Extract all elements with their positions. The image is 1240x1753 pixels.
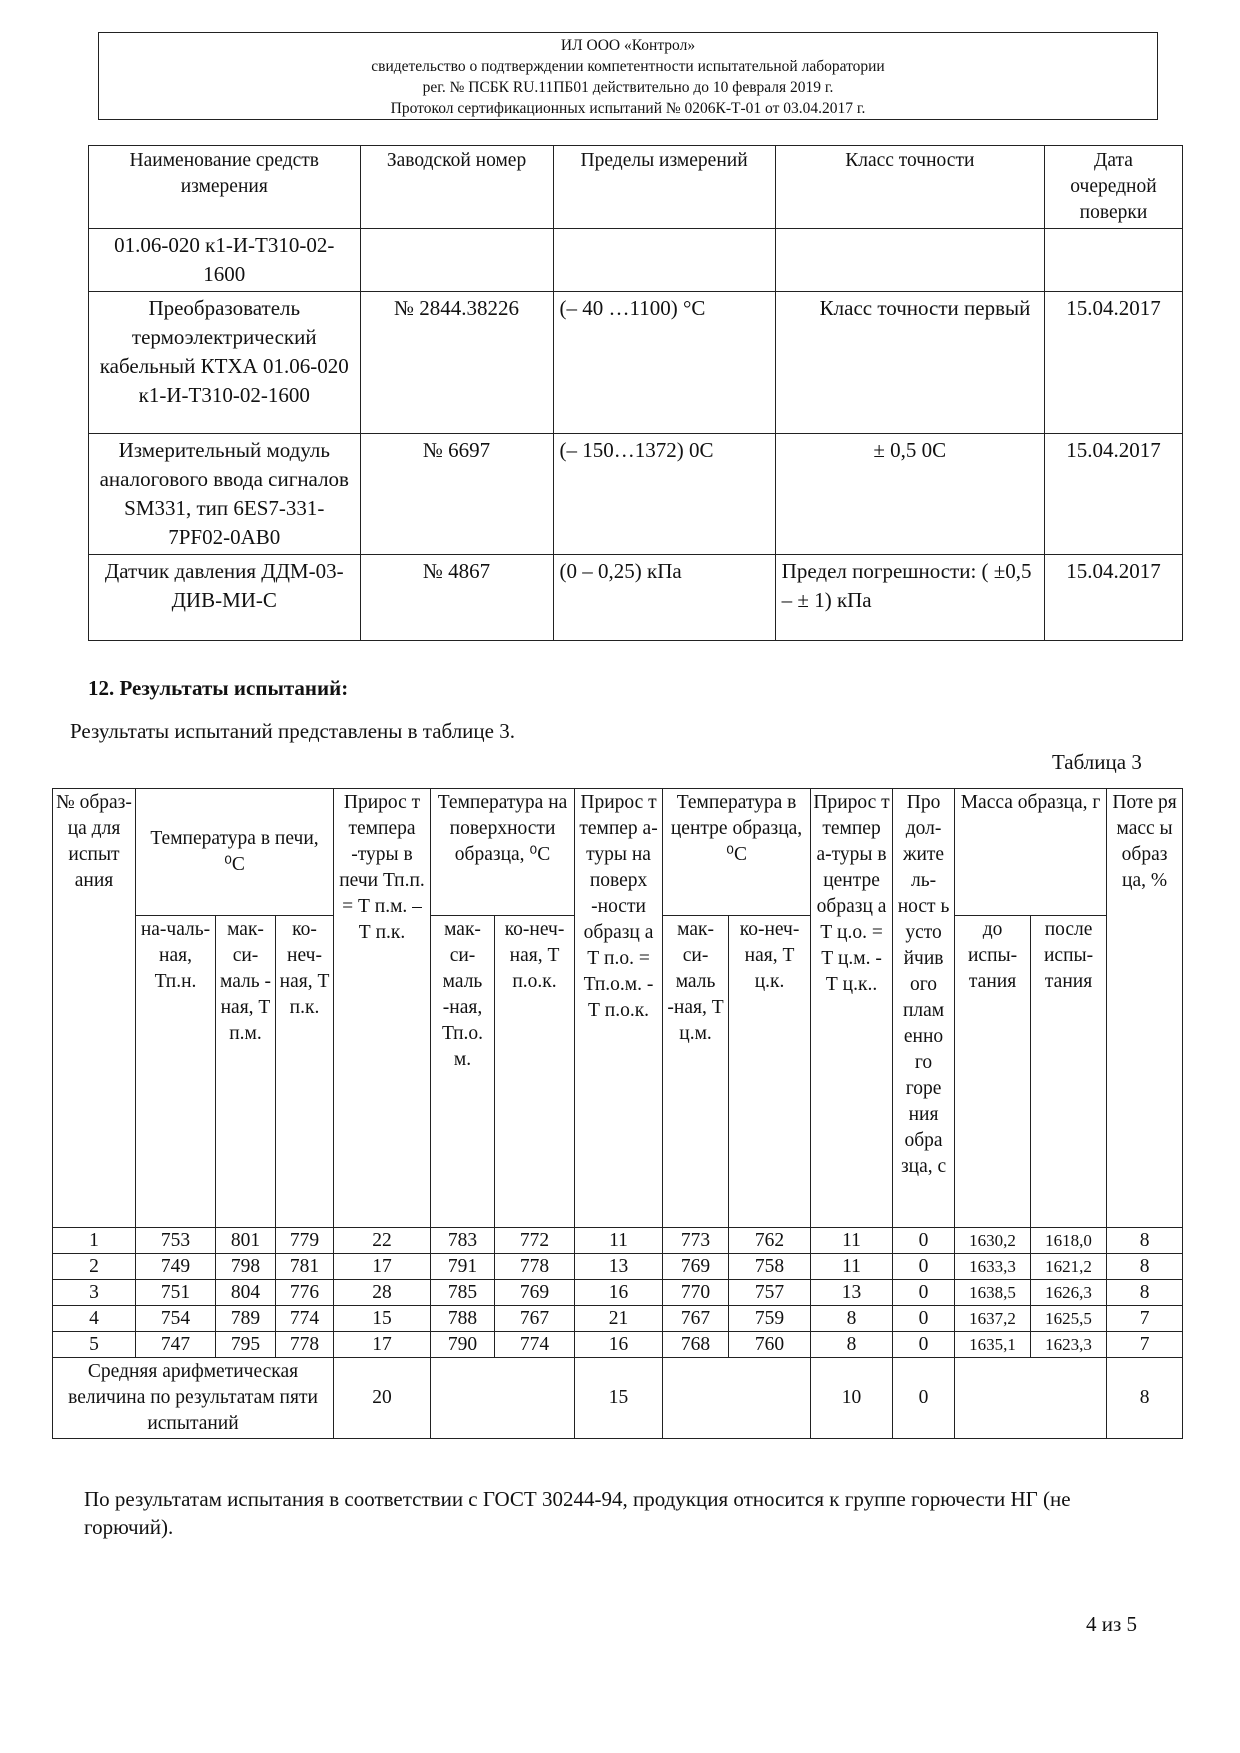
cell-mass-before: 1637,2 [955, 1306, 1031, 1332]
instruments-table [88, 145, 1183, 641]
table-row [53, 1306, 1183, 1332]
header-sample-no: № образ-ца для испыт ания [53, 789, 136, 1228]
lab-registration: рег. № ПСБК RU.11ПБ01 действительно до 10 февраля 2019 г. [422, 79, 834, 96]
instruments-header-row [89, 146, 1183, 229]
cell-tpo: 16 [575, 1332, 663, 1358]
instrument-range: (– 150…1372) 0С [553, 434, 775, 555]
cell-tpo: 16 [575, 1280, 663, 1306]
cell-tpp: 17 [334, 1254, 431, 1280]
header-furnace-final: ко-неч-ная, Т п.к. [276, 916, 334, 1228]
instrument-name: 01.06-020 к1-И-Т310-02-1600 [89, 229, 361, 292]
cell-tpk: 779 [276, 1228, 334, 1254]
table-label: Таблица 3 [1052, 750, 1142, 774]
average-tpp: 20 [334, 1358, 431, 1439]
cell-mass-before: 1638,5 [955, 1280, 1031, 1306]
cell-tpn: 754 [136, 1306, 216, 1332]
instrument-date: 15.04.2017 [1044, 292, 1182, 434]
cell-tck: 757 [729, 1280, 811, 1306]
col-header-range: Пределы измерений [553, 146, 775, 229]
cell-tpp: 15 [334, 1306, 431, 1332]
instrument-range: (– 40 …1100) °С [553, 292, 775, 434]
cell-mass-after: 1625,5 [1031, 1306, 1107, 1332]
cell-tpk: 778 [276, 1332, 334, 1358]
cell-mass-before: 1633,3 [955, 1254, 1031, 1280]
average-center-empty [663, 1358, 811, 1439]
cell-tco: 11 [811, 1228, 893, 1254]
cell-tpom: 790 [431, 1332, 495, 1358]
instrument-date: 15.04.2017 [1044, 434, 1182, 555]
cell-mass-loss: 8 [1107, 1254, 1183, 1280]
average-tpo: 15 [575, 1358, 663, 1439]
cell-mass-before: 1630,2 [955, 1228, 1031, 1254]
cell-sample-no: 4 [53, 1306, 136, 1332]
cell-mass-after: 1623,3 [1031, 1332, 1107, 1358]
cell-flame: 0 [893, 1280, 955, 1306]
section-title: 12. Результаты испытаний: [88, 676, 349, 700]
cell-tpn: 751 [136, 1280, 216, 1306]
average-flame: 0 [893, 1358, 955, 1439]
cell-mass-loss: 8 [1107, 1280, 1183, 1306]
instrument-name: Датчик давления ДДМ-03-ДИВ-МИ-С [89, 555, 361, 641]
cell-tpm: 789 [216, 1306, 276, 1332]
results-header-row-1 [53, 789, 1183, 916]
header-furnace-rise: Прирос т темпера -туры в печи Тп.п. = Т п.м. – Т п.к. [334, 789, 431, 1228]
header-center-max: мак-си-маль -ная, Т ц.м. [663, 916, 729, 1228]
cell-flame: 0 [893, 1228, 955, 1254]
cell-tpo: 21 [575, 1306, 663, 1332]
instrument-serial [360, 229, 553, 292]
average-row [53, 1358, 1183, 1439]
cell-tpok: 774 [495, 1332, 575, 1358]
col-header-date: Дата очередной поверки [1044, 146, 1182, 229]
results-table [52, 788, 1183, 1439]
protocol-number: Протокол сертификационных испытаний № 0206К-Т-01 от 03.04.2017 г. [390, 100, 866, 117]
header-center-temp: Температура в центре образца, ⁰С [663, 789, 811, 916]
cell-mass-after: 1621,2 [1031, 1254, 1107, 1280]
cell-tpo: 13 [575, 1254, 663, 1280]
cell-tpm: 798 [216, 1254, 276, 1280]
instrument-serial: № 4867 [360, 555, 553, 641]
instrument-date [1044, 229, 1182, 292]
cell-mass-before: 1635,1 [955, 1332, 1031, 1358]
header-mass-after: после испы-тания [1031, 916, 1107, 1228]
cell-tpk: 781 [276, 1254, 334, 1280]
cell-tpn: 749 [136, 1254, 216, 1280]
cell-tpp: 22 [334, 1228, 431, 1254]
cell-tpm: 801 [216, 1228, 276, 1254]
average-mass-empty [955, 1358, 1107, 1439]
header-furnace-max: мак-си-маль - ная, Т п.м. [216, 916, 276, 1228]
header-center-rise: Прирос т темпер а-туры в центре образц а Т ц.о. = Т ц.м. - Т ц.к.. [811, 789, 893, 1228]
header-mass-before: до испы-тания [955, 916, 1031, 1228]
cell-sample-no: 2 [53, 1254, 136, 1280]
header-surface-final: ко-неч-ная, Т п.о.к. [495, 916, 575, 1228]
header-mass-loss: Поте ря масс ы образ ца, % [1107, 789, 1183, 1228]
cell-tcm: 773 [663, 1228, 729, 1254]
cell-tcm: 768 [663, 1332, 729, 1358]
lab-name: ИЛ ООО «Контрол» [560, 37, 696, 54]
cell-tpom: 788 [431, 1306, 495, 1332]
section-intro: Результаты испытаний представлены в таблице 3. [70, 719, 515, 743]
cell-tpok: 767 [495, 1306, 575, 1332]
conclusion-text: По результатам испытания в соответствии с ГОСТ 30244-94, продукция относится к группе горючести НГ (не горючий). [84, 1487, 1071, 1539]
cell-tpn: 747 [136, 1332, 216, 1358]
table-row [53, 1228, 1183, 1254]
cell-tpo: 11 [575, 1228, 663, 1254]
cell-tco: 11 [811, 1254, 893, 1280]
cell-flame: 0 [893, 1254, 955, 1280]
cell-tcm: 767 [663, 1306, 729, 1332]
header-flame-duration: Про дол-жите ль-ност ь усто йчив ого плам енно го горе ния обра зца, с [893, 789, 955, 1228]
cell-tpn: 753 [136, 1228, 216, 1254]
instrument-name: Преобразователь термоэлектрический кабельный КТХА 01.06-020 к1-И-Т310-02-1600 [89, 292, 361, 434]
cell-tpom: 783 [431, 1228, 495, 1254]
cell-tco: 13 [811, 1280, 893, 1306]
col-header-serial: Заводской номер [360, 146, 553, 229]
instrument-accuracy [775, 229, 1044, 292]
cell-tpok: 769 [495, 1280, 575, 1306]
cell-tpp: 28 [334, 1280, 431, 1306]
average-loss: 8 [1107, 1358, 1183, 1439]
average-tco: 10 [811, 1358, 893, 1439]
cell-tck: 759 [729, 1306, 811, 1332]
table-row [53, 1254, 1183, 1280]
cell-tcm: 770 [663, 1280, 729, 1306]
instrument-range [553, 229, 775, 292]
cell-flame: 0 [893, 1332, 955, 1358]
instrument-range: (0 – 0,25) кПа [553, 555, 775, 641]
header-surface-max: мак-си-маль -ная, Тп.о. м. [431, 916, 495, 1228]
cell-tpok: 772 [495, 1228, 575, 1254]
page-number: 4 из 5 [1086, 1612, 1138, 1636]
cell-tpk: 776 [276, 1280, 334, 1306]
instrument-serial: № 6697 [360, 434, 553, 555]
cell-tpm: 804 [216, 1280, 276, 1306]
cell-mass-loss: 7 [1107, 1306, 1183, 1332]
cell-tpom: 791 [431, 1254, 495, 1280]
header-mass: Масса образца, г [955, 789, 1107, 916]
cell-tpp: 17 [334, 1332, 431, 1358]
cell-tck: 762 [729, 1228, 811, 1254]
cell-sample-no: 5 [53, 1332, 136, 1358]
cell-tpom: 785 [431, 1280, 495, 1306]
cell-mass-loss: 8 [1107, 1228, 1183, 1254]
instrument-accuracy: ± 0,5 0С [775, 434, 1044, 555]
lab-certificate: свидетельство о подтверждении компетентности испытательной лаборатории [371, 58, 885, 75]
instrument-date: 15.04.2017 [1044, 555, 1182, 641]
table-row [89, 292, 1183, 434]
col-header-accuracy: Класс точности [775, 146, 1044, 229]
table-row [53, 1280, 1183, 1306]
cell-tpm: 795 [216, 1332, 276, 1358]
cell-sample-no: 3 [53, 1280, 136, 1306]
cell-tpok: 778 [495, 1254, 575, 1280]
average-surface-empty [431, 1358, 575, 1439]
cell-tco: 8 [811, 1332, 893, 1358]
instrument-accuracy: Класс точности первый [775, 292, 1044, 434]
cell-sample-no: 1 [53, 1228, 136, 1254]
cell-tpk: 774 [276, 1306, 334, 1332]
col-header-name: Наименование средств измерения [89, 146, 361, 229]
cell-tck: 758 [729, 1254, 811, 1280]
cell-mass-loss: 7 [1107, 1332, 1183, 1358]
cell-mass-after: 1626,3 [1031, 1280, 1107, 1306]
cell-tco: 8 [811, 1306, 893, 1332]
lab-header-box [98, 32, 1158, 120]
header-furnace-initial: на-чаль-ная, Тп.н. [136, 916, 216, 1228]
cell-tck: 760 [729, 1332, 811, 1358]
instrument-serial: № 2844.38226 [360, 292, 553, 434]
instrument-accuracy: Предел погрешности: ( ±0,5 – ± 1) кПа [775, 555, 1044, 641]
cell-tcm: 769 [663, 1254, 729, 1280]
header-furnace-temp: Температура в печи, ⁰С [136, 789, 334, 916]
table-row [89, 555, 1183, 641]
table-row [53, 1332, 1183, 1358]
table-row [89, 434, 1183, 555]
table-row [89, 229, 1183, 292]
cell-mass-after: 1618,0 [1031, 1228, 1107, 1254]
cell-flame: 0 [893, 1306, 955, 1332]
header-surface-temp: Температура на поверхности образца, ⁰С [431, 789, 575, 916]
header-center-final: ко-неч-ная, Т ц.к. [729, 916, 811, 1228]
average-label: Средняя арифметическая величина по результатам пяти испытаний [53, 1358, 334, 1439]
header-surface-rise: Прирос т темпер а-туры на поверх -ности образц а Т п.о. = Тп.о.м. - Т п.о.к. [575, 789, 663, 1228]
instrument-name: Измерительный модуль аналогового ввода сигналов SM331, тип 6ES7-331-7PF02-0AB0 [89, 434, 361, 555]
